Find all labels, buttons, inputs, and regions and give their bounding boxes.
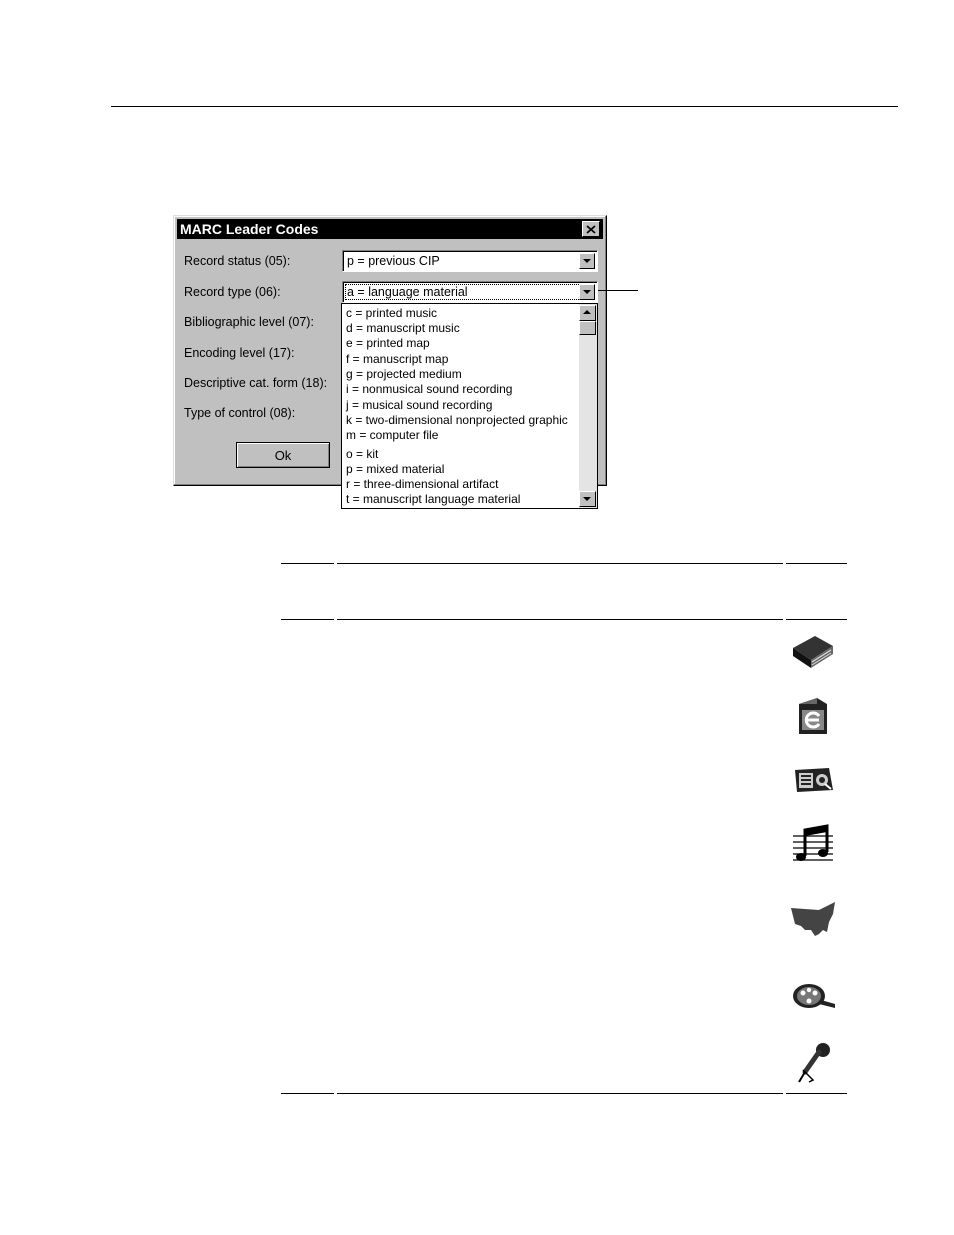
table-rule-header [786, 619, 847, 620]
encoding-level-label: Encoding level (17): [184, 346, 295, 360]
type-of-control-label: Type of control (08): [184, 406, 296, 420]
chevron-down-icon[interactable] [579, 284, 595, 300]
list-item[interactable]: i = nonmusical sound recording [346, 382, 513, 396]
table-rule-top [786, 563, 847, 564]
list-item[interactable]: r = three-dimensional artifact [346, 477, 499, 491]
dialog-titlebar [177, 219, 603, 239]
dropdown-scrollbar[interactable] [579, 304, 597, 508]
table-rule-top [281, 563, 334, 564]
record-type-value: a = language material [347, 285, 468, 299]
microphone-icon [789, 1040, 837, 1084]
table-rule-bottom [281, 1093, 334, 1094]
chevron-down-icon[interactable] [579, 253, 595, 269]
list-item[interactable]: f = manuscript map [346, 352, 449, 366]
computer-file-icon [789, 694, 837, 738]
table-rule-bottom [337, 1093, 783, 1094]
scroll-down-icon[interactable] [579, 491, 596, 507]
list-item[interactable]: k = two-dimensional nonprojected graphic [346, 413, 568, 427]
record-type-label: Record type (06): [184, 285, 281, 299]
list-item[interactable]: p = mixed material [346, 462, 445, 476]
table-rule-bottom [786, 1093, 847, 1094]
record-status-select[interactable] [342, 250, 598, 272]
descriptive-cat-form-label: Descriptive cat. form (18): [184, 376, 328, 390]
close-icon [586, 225, 596, 234]
record-type-select[interactable] [342, 281, 598, 303]
callout-line [598, 290, 638, 291]
list-item[interactable]: g = projected medium [346, 367, 462, 381]
table-rule-header [337, 619, 783, 620]
list-item[interactable]: t = manuscript language material [346, 492, 521, 506]
table-rule-top [337, 563, 783, 564]
list-item[interactable]: c = printed music [346, 306, 438, 320]
record-status-value: p = previous CIP [347, 254, 440, 268]
record-type-dropdown-list[interactable] [341, 303, 598, 509]
record-status-label: Record status (05): [184, 254, 291, 268]
list-item[interactable]: m = computer file [346, 428, 439, 442]
dialog-title: MARC Leader Codes [180, 221, 319, 237]
bibliographic-level-label: Bibliographic level (07): [184, 315, 314, 329]
book-icon [789, 630, 837, 674]
table-rule-header [281, 619, 334, 620]
music-icon [789, 822, 837, 866]
film-reel-icon [789, 974, 837, 1018]
scroll-up-icon[interactable] [579, 305, 596, 321]
top-rule [111, 106, 898, 107]
list-item[interactable]: d = manuscript music [346, 321, 460, 335]
list-item[interactable]: e = printed map [346, 336, 430, 350]
list-item[interactable]: j = musical sound recording [346, 398, 493, 412]
list-item[interactable]: o = kit [346, 447, 379, 461]
map-icon [789, 898, 837, 942]
ok-button[interactable]: Ok [236, 442, 330, 468]
close-button[interactable] [582, 221, 600, 237]
projected-medium-icon [789, 758, 837, 802]
scroll-thumb[interactable] [579, 321, 596, 335]
